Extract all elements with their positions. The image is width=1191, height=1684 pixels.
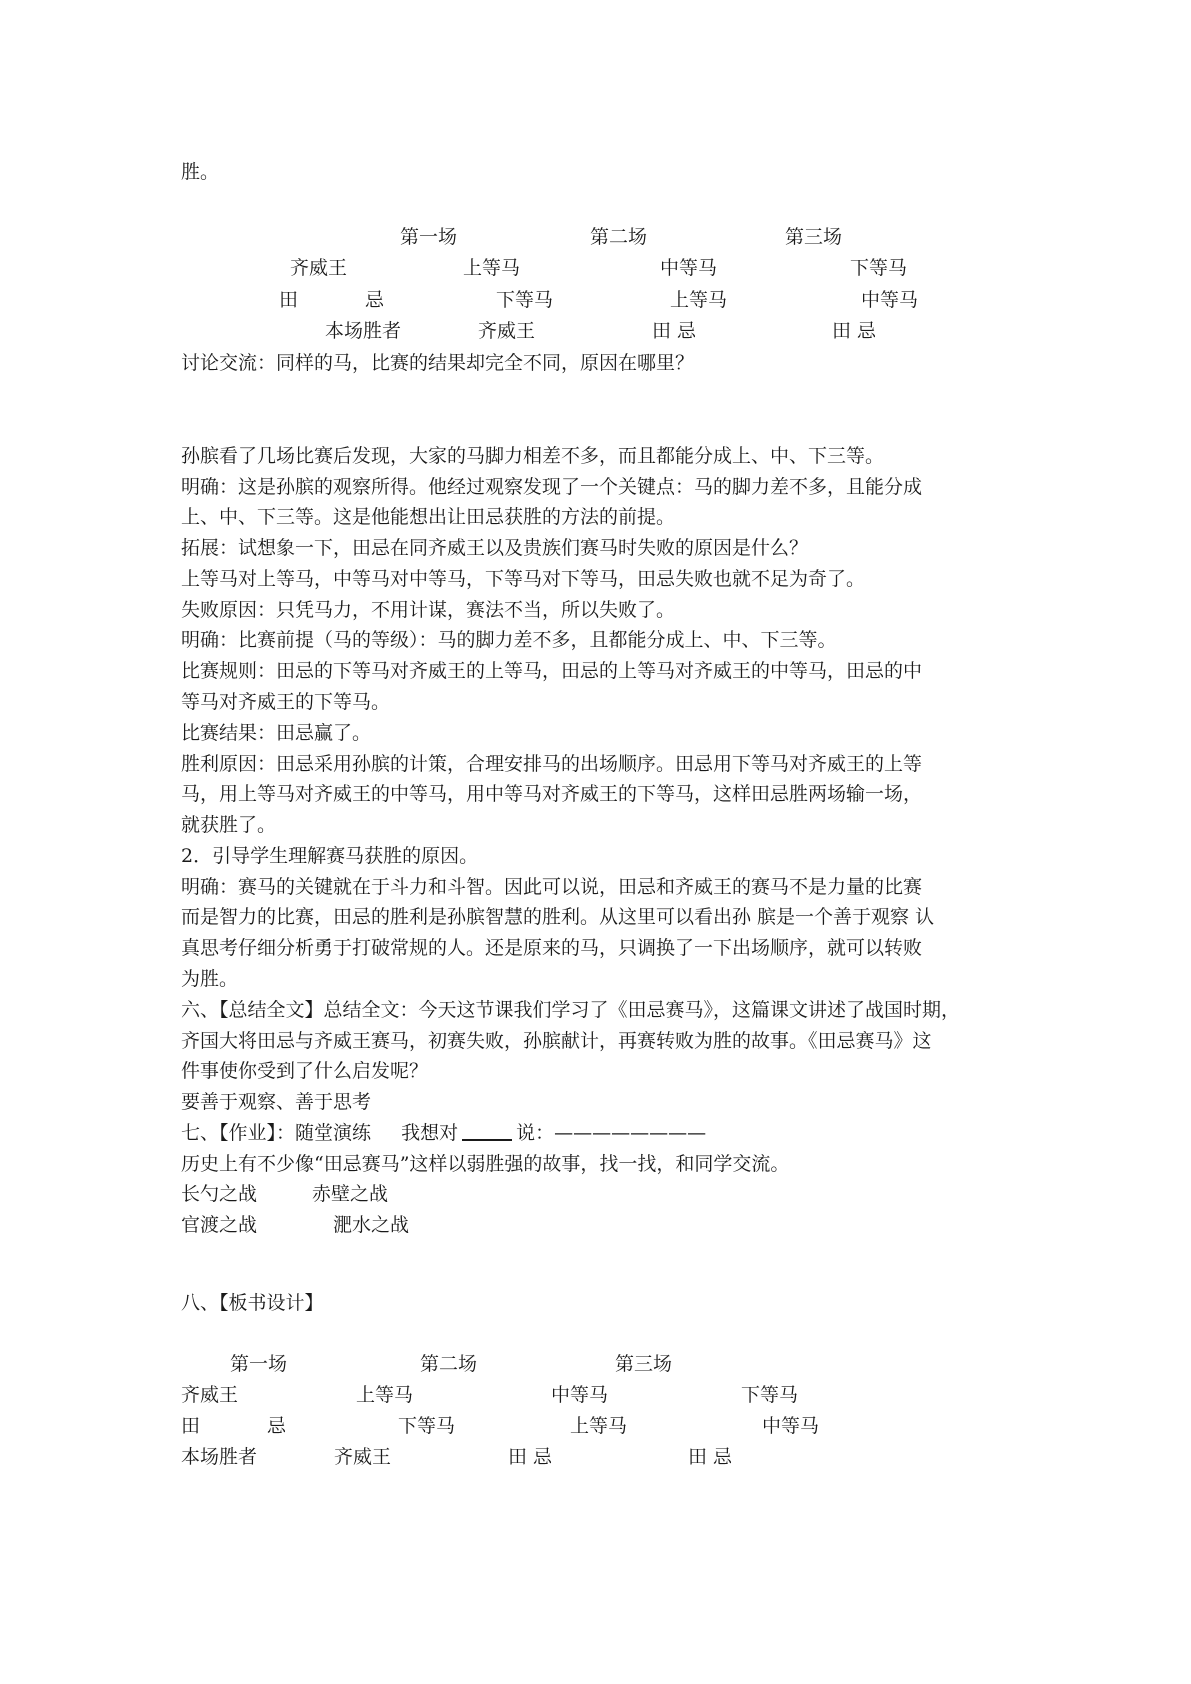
- table2-row1-c1: 上等马: [356, 1384, 414, 1406]
- table2-row2-label-b: 忌: [267, 1415, 287, 1437]
- battle-3: 官渡之战: [181, 1214, 258, 1236]
- table1-row2-c3: 中等马: [861, 289, 919, 311]
- table2-row1-c2: 中等马: [551, 1384, 609, 1406]
- homework-dashes: ————————: [554, 1122, 707, 1144]
- table2-row2-c3: 中等马: [762, 1415, 820, 1437]
- paragraph-line: 明确：这是孙膑的观察所得。他经过观察发现了一个关键点：马的脚力差不多，且能分成: [181, 476, 923, 498]
- table1-header-3: 第三场: [785, 226, 843, 248]
- table2-row3-c2: 田 忌: [508, 1446, 553, 1468]
- table1-row3-c1: 齐威王: [478, 320, 536, 342]
- table2-header-1: 第一场: [230, 1353, 288, 1375]
- table1-row1-c3: 下等马: [850, 257, 908, 279]
- table1-row1-label: 齐威王: [290, 257, 348, 279]
- table2-row3-c3: 田 忌: [688, 1446, 733, 1468]
- table2-row1-label: 齐威王: [181, 1384, 239, 1406]
- table2-row2-c2: 上等马: [570, 1415, 628, 1437]
- paragraph-line: 就获胜了。: [181, 814, 277, 836]
- paragraph-line: 明确：比赛前提（马的等级）：马的脚力差不多，且都能分成上、中、下三等。: [181, 629, 837, 651]
- paragraph-line: 马，用上等马对齐威王的中等马，用中等马对齐威王的下等马，这样田忌胜两场输一场，: [181, 783, 923, 805]
- table1-row2-label-b: 忌: [365, 289, 385, 311]
- homework-mid: 我想对: [401, 1122, 459, 1144]
- paragraph-line: 上等马对上等马，中等马对中等马，下等马对下等马，田忌失败也就不足为奇了。: [181, 568, 866, 590]
- homework-line: [181, 1121, 706, 1145]
- paragraph-line: 齐国大将田忌与齐威王赛马，初赛失败，孙膑献计，再赛转败为胜的故事。《田忌赛马》这: [181, 1030, 932, 1052]
- table1-header-2: 第二场: [590, 226, 648, 248]
- paragraph-line: 上、中、下三等。这是他能想出让田忌获胜的方法的前提。: [181, 506, 676, 528]
- table2-row2-c1: 下等马: [398, 1415, 456, 1437]
- paragraph-line: 而是智力的比赛，田忌的胜利是孙膑智慧的胜利。从这里可以看出孙 膑是一个善于观察 认: [181, 906, 935, 928]
- table1-row3-c3: 田 忌: [832, 320, 877, 342]
- homework-say: 说：: [516, 1122, 555, 1144]
- fill-in-blank: [462, 1121, 512, 1141]
- paragraph-line: 件事使你受到了什么启发呢？: [181, 1060, 429, 1082]
- paragraph-line: 比赛规则：田忌的下等马对齐威王的上等马，田忌的上等马对齐威王的中等马，田忌的中: [181, 660, 923, 682]
- table2-row3-label: 本场胜者: [181, 1446, 258, 1468]
- paragraph-line: 等马对齐威王的下等马。: [181, 691, 391, 713]
- history-line: 历史上有不少像“田忌赛马”这样以弱胜强的故事，找一找，和同学交流。: [181, 1153, 790, 1175]
- paragraph-line: 拓展：试想象一下，田忌在同齐威王以及贵族们赛马时失败的原因是什么？: [181, 537, 809, 559]
- table2-row1-c3: 下等马: [741, 1384, 799, 1406]
- table2-header-3: 第三场: [615, 1353, 673, 1375]
- table1-row1-c2: 中等马: [660, 257, 718, 279]
- table1-header-1: 第一场: [400, 226, 458, 248]
- paragraph-line: 孙膑看了几场比赛后发现，大家的马脚力相差不多，而且都能分成上、中、下三等。: [181, 445, 885, 467]
- table1-row1-c1: 上等马: [463, 257, 521, 279]
- homework-prefix: 七、【作业】：随堂演练: [181, 1122, 372, 1144]
- table1-row3-c2: 田 忌: [652, 320, 697, 342]
- table1-row2-c2: 上等马: [670, 289, 728, 311]
- table1-row2-label-a: 田: [279, 289, 299, 311]
- battle-4: 淝水之战: [333, 1214, 410, 1236]
- intro-fragment: 胜。: [181, 161, 220, 183]
- discussion-line: 讨论交流：同样的马，比赛的结果却完全不同，原因在哪里？: [181, 352, 695, 374]
- paragraph-line: 六、【总结全文】总结全文：今天这节课我们学习了《田忌赛马》，这篇课文讲述了战国时期，: [181, 999, 961, 1021]
- paragraph-line: 明确：赛马的关键就在于斗力和斗智。因此可以说，田忌和齐威王的赛马不是力量的比赛: [181, 876, 923, 898]
- battle-2: 赤壁之战: [312, 1183, 389, 1205]
- paragraph-line: 要善于观察、善于思考: [181, 1091, 372, 1113]
- paragraph-line: 失败原因：只凭马力，不用计谋，赛法不当，所以失败了。: [181, 599, 676, 621]
- paragraph-line: 胜利原因：田忌采用孙膑的计策，合理安排马的出场顺序。田忌用下等马对齐威王的上等: [181, 753, 923, 775]
- paragraph-line: 比赛结果：田忌赢了。: [181, 722, 372, 744]
- table1-row3-label: 本场胜者: [325, 320, 402, 342]
- battle-1: 长勺之战: [181, 1183, 258, 1205]
- table2-row3-c1: 齐威王: [334, 1446, 392, 1468]
- paragraph-line: 2．引导学生理解赛马获胜的原因。: [181, 845, 479, 867]
- table2-row2-label-a: 田: [181, 1415, 201, 1437]
- board-design-title: 八、【板书设计】: [181, 1292, 324, 1314]
- paragraph-line: 为胜。: [181, 968, 239, 990]
- table2-header-2: 第二场: [420, 1353, 478, 1375]
- paragraph-line: 真思考仔细分析勇于打破常规的人。还是原来的马，只调换了一下出场顺序，就可以转败: [181, 937, 923, 959]
- table1-row2-c1: 下等马: [496, 289, 554, 311]
